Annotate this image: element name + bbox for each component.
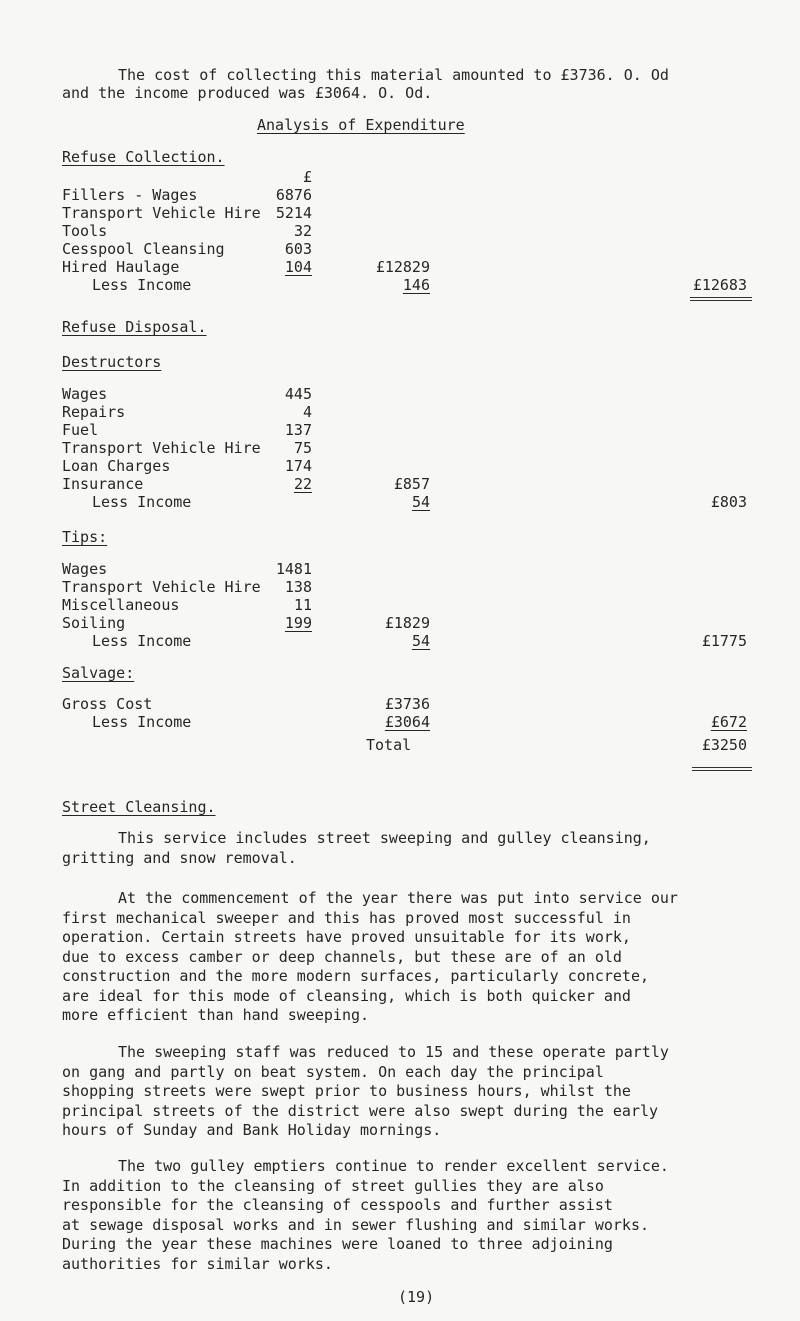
less-income-value: 54 [411, 493, 430, 511]
table-row-label: Cesspool Cleansing [62, 240, 225, 258]
table-row-value: 75 [293, 439, 312, 457]
intro-line-1: The cost of collecting this material amounted to £3736. O. Od [118, 66, 669, 84]
page-number: (19) [398, 1288, 435, 1306]
paragraph [62, 1043, 777, 1141]
less-income-label: Less Income [92, 493, 192, 511]
paragraph-line: The two gulley emptiers continue to render excellent service. [118, 1157, 669, 1175]
table-row-value: 104 [284, 258, 312, 276]
paragraph [62, 1157, 777, 1274]
table-row-label: Wages [62, 560, 108, 578]
subtotal-value: £857 [393, 475, 430, 493]
table-row-label: Fuel [62, 421, 99, 439]
table-row-label: Fillers - Wages [62, 186, 198, 204]
table-row-value: 445 [284, 385, 312, 403]
table-row-value: 22 [293, 475, 312, 493]
less-income-value: £3064 [384, 713, 430, 731]
tips-heading: Tips: [62, 528, 108, 546]
subtotal-value: £1829 [384, 614, 430, 632]
intro-line-2: and the income produced was £3064. O. Od. [62, 84, 433, 102]
paragraph-line: hours of Sunday and Bank Holiday mornings. [62, 1121, 442, 1139]
paragraph-line: authorities for similar works. [62, 1254, 333, 1273]
table-row-label: Hired Haulage [62, 258, 180, 276]
less-income-value: 54 [411, 632, 430, 650]
table-row-value: 1481 [275, 560, 312, 578]
less-income-label: Less Income [92, 632, 192, 650]
table-row-label: Transport Vehicle Hire [62, 578, 261, 596]
refuse-disposal-heading: Refuse Disposal. [62, 318, 207, 336]
gross-cost-label: Gross Cost [62, 695, 153, 713]
double-rule [690, 297, 752, 298]
table-row-label: Tools [62, 222, 108, 240]
refuse-collection-heading: Refuse Collection. [62, 148, 225, 166]
net-value: £803 [710, 493, 747, 511]
table-row-value: 603 [284, 240, 312, 258]
salvage-heading: Salvage: [62, 664, 135, 682]
street-cleansing-heading: Street Cleansing. [62, 798, 216, 816]
paragraph-line: At the commencement of the year there was put into service our [118, 889, 678, 907]
table-row-value: 199 [284, 614, 312, 632]
paragraph-line: at sewage disposal works and in sewer flushing and similar works. [62, 1215, 649, 1234]
double-rule [690, 300, 752, 301]
destructors-heading: Destructors [62, 353, 162, 371]
table-row-value: 11 [293, 596, 312, 614]
table-row-value: 137 [284, 421, 312, 439]
paragraph-line: construction and the more modern surfaces, particularly concrete, [62, 967, 649, 985]
paragraph-line: on gang and partly on beat system. On each day the principal [62, 1062, 604, 1081]
subtotal-value: £12829 [375, 258, 430, 276]
net-value: £1775 [701, 632, 747, 650]
table-row-value: 174 [284, 457, 312, 475]
table-row-value: 5214 [275, 204, 312, 222]
double-rule [692, 770, 752, 771]
table-row-label: Miscellaneous [62, 596, 180, 614]
table-row-label: Soiling [62, 614, 126, 632]
table-row-value: 4 [302, 403, 312, 421]
table-row-label: Insurance [62, 475, 144, 493]
table-row-label: Transport Vehicle Hire [62, 439, 261, 457]
paragraph-line: The sweeping staff was reduced to 15 and these operate partly [118, 1043, 669, 1061]
paragraph-line: more efficient than hand sweeping. [62, 1006, 370, 1024]
double-rule [692, 767, 752, 768]
paragraph-line: operation. Certain streets have proved unsuitable for its work, [62, 928, 631, 946]
paragraph-line: responsible for the cleansing of cesspools and further assist [62, 1196, 613, 1214]
total-label: Total [366, 736, 412, 754]
less-income-value: 146 [402, 276, 430, 294]
table-row-label: Loan Charges [62, 457, 171, 475]
paragraph-line: This service includes street sweeping and gulley cleansing, [118, 829, 651, 847]
less-income-label: Less Income [92, 713, 192, 731]
table-row-value: 6876 [275, 186, 312, 204]
table-row-value: 32 [293, 222, 312, 240]
net-value: £12683 [692, 276, 747, 294]
table-row-label: Transport Vehicle Hire [62, 204, 261, 222]
paragraph-line: due to excess camber or deep channels, but these are of an old [62, 947, 622, 966]
paragraph [62, 889, 777, 1026]
paragraph-line: shopping streets were swept prior to business hours, whilst the [62, 1082, 631, 1100]
currency-symbol: £ [302, 168, 312, 186]
paragraph-line: are ideal for this mode of cleansing, which is both quicker and [62, 986, 631, 1005]
paragraph-line: During the year these machines were loaned to three adjoining [62, 1235, 613, 1253]
paragraph-line: first mechanical sweeper and this has proved most successful in [62, 908, 631, 927]
paragraph-line: principal streets of the district were also swept during the early [62, 1101, 659, 1120]
less-income-label: Less Income [92, 276, 192, 294]
analysis-heading: Analysis of Expenditure [257, 116, 465, 134]
paragraph-line: gritting and snow removal. [62, 848, 297, 867]
table-row-label: Repairs [62, 403, 126, 421]
paragraph-line: In addition to the cleansing of street gullies they are also [62, 1176, 604, 1195]
table-row-label: Wages [62, 385, 108, 403]
net-value: £672 [710, 713, 747, 731]
paragraph [62, 829, 777, 868]
table-row-value: 138 [284, 578, 312, 596]
gross-cost-value: £3736 [384, 695, 430, 713]
total-value: £3250 [701, 736, 747, 754]
